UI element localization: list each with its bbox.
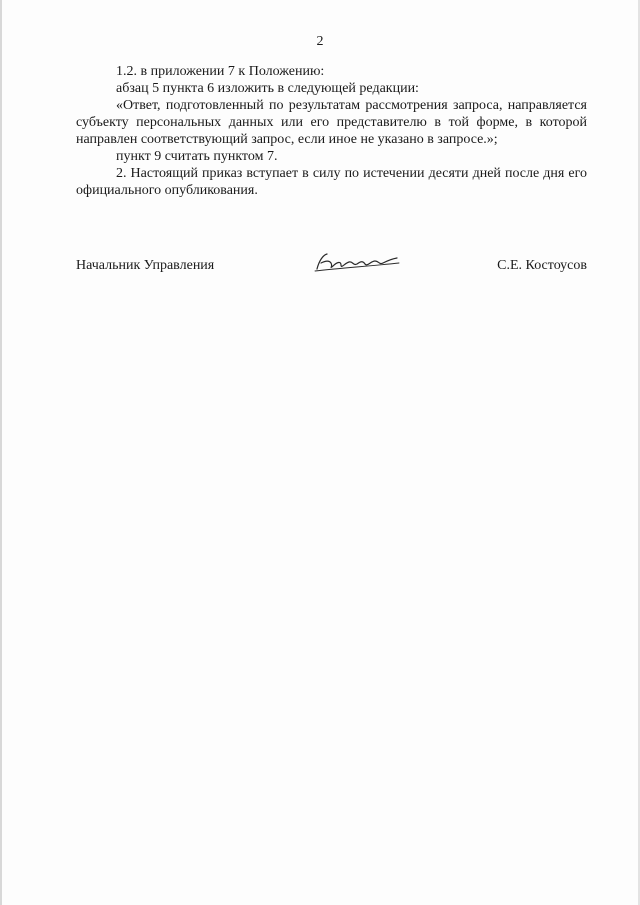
paragraph-punkt-9: пункт 9 считать пунктом 7.: [116, 149, 278, 164]
handwritten-signature: [311, 249, 401, 275]
paragraph-2: 2. Настоящий приказ вступает в силу по истечении десяти дней после дня его официального опубликования.: [76, 166, 587, 198]
signature-block: [76, 255, 587, 285]
paragraph-abzac-5: абзац 5 пункта 6 изложить в следующей редакции:: [116, 81, 419, 96]
page-number: 2: [316, 34, 324, 49]
signer-name: С.Е. Костоусов: [497, 258, 587, 273]
document-body: [76, 63, 587, 199]
scan-edge-left: [0, 0, 2, 905]
signer-title: Начальник Управления: [76, 258, 215, 273]
paragraph-1-2: 1.2. в приложении 7 к Положению:: [116, 64, 325, 79]
paragraph-quote: «Ответ, подготовленный по результатам рассмотрения запроса, направляется субъекту персональных данных или его представителю в той форме, в которой направлен соответствующий запрос, если иное не указано в запросе.»;: [76, 98, 587, 147]
